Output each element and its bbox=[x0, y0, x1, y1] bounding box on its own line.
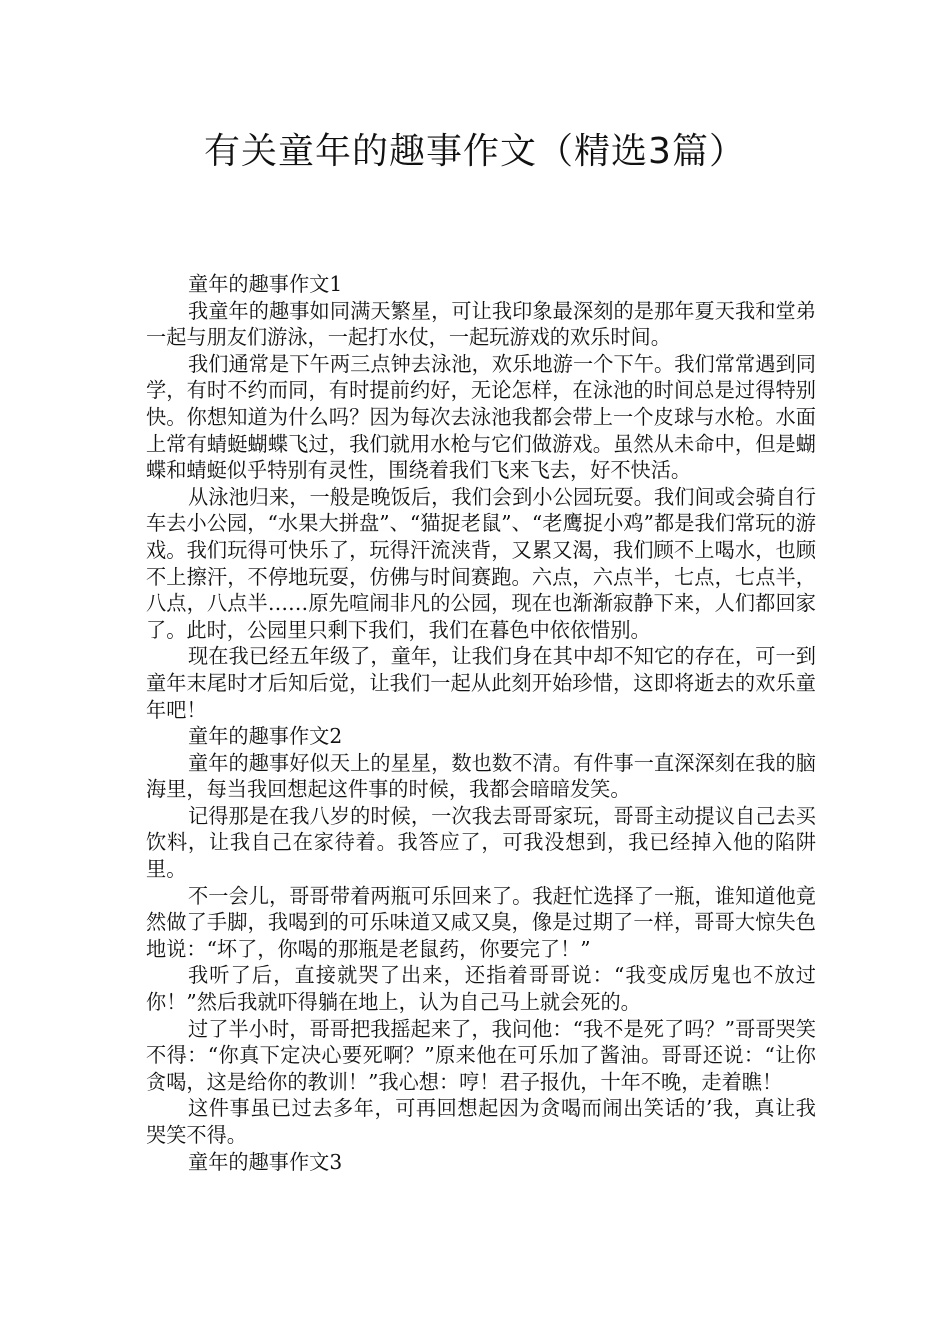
paragraph: 记得那是在我八岁的时候，一次我去哥哥家玩，哥哥主动提议自己去买饮料，让我自己在家待着。我答应了，可我没想到，我已经掉入他的陷阱里。 bbox=[146, 803, 816, 882]
paragraph: 从泳池归来，一般是晚饭后，我们会到小公园玩耍。我们间或会骑自行车去小公园，“水果大拼盘”、“猫捉老鼠”、“老鹰捉小鸡”都是我们常玩的游戏。我们玩得可快乐了，玩得汗流浃背，又累又渴，我们顾不上喝水，也顾不上擦汗，不停地玩耍，仿佛与时间赛跑。六点，六点半，七点，七点半，八点，八点半……原先喧闹非凡的公园，现在也渐渐寂静下来，人们都回家了。此时，公园里只剩下我们，我们在暮色中依依惜别。 bbox=[146, 484, 816, 642]
section-heading-3: 童年的趣事作文3 bbox=[188, 1149, 343, 1174]
section-heading-1: 童年的趣事作文1 bbox=[188, 272, 343, 296]
paragraph: 现在我已经五年级了，童年，让我们身在其中却不知它的存在，可一到童年末尾时才后知后觉，让我们一起从此刻开始珍惜，这即将逝去的欢乐童年吧！ bbox=[146, 644, 816, 722]
paragraph: 不一会儿，哥哥带着两瓶可乐回来了。我赶忙选择了一瓶，谁知道他竟然做了手脚，我喝到的可乐味道又咸又臭，像是过期了一样，哥哥大惊失色地说：“坏了，你喝的那瓶是老鼠药，你要完了！” bbox=[146, 883, 816, 961]
paragraph: 这件事虽已过去多年，可再回想起因为贪喝而闹出笑话的’我，真让我哭笑不得。 bbox=[146, 1096, 816, 1147]
paragraph: 童年的趣事好似天上的星星，数也数不清。有件事一直深深刻在我的脑海里，每当我回想起这件事的时候，我都会暗暗发笑。 bbox=[146, 750, 816, 802]
paragraph: 我听了后，直接就哭了出来，还指着哥哥说：“我变成厉鬼也不放过你！”然后我就吓得躺在地上，认为自己马上就会死的。 bbox=[146, 963, 816, 1015]
section-heading-2: 童年的趣事作文2 bbox=[188, 724, 343, 749]
document-title: 有关童年的趣事作文（精选3篇） bbox=[204, 131, 746, 172]
paragraph: 过了半小时，哥哥把我摇起来了，我问他：“我不是死了吗？”哥哥哭笑不得：“你真下定决心要死啊？”原来他在可乐加了酱油。哥哥还说：“让你贪喝，这是给你的教训！”我心想：哼！君子报仇，十年不晚，走着瞧！ bbox=[146, 1016, 816, 1094]
paragraph: 我童年的趣事如同满天繁星，可让我印象最深刻的是那年夏天我和堂弟一起与朋友们游泳，一起打水仗，一起玩游戏的欢乐时间。 bbox=[146, 298, 816, 350]
document-body bbox=[146, 271, 816, 1175]
paragraph: 我们通常是下午两三点钟去泳池，欢乐地游一个下午。我们常常遇到同学，有时不约而同，有时提前约好，无论怎样，在泳池的时间总是过得特别快。你想知道为什么吗？因为每次去泳池我都会带上一个皮球与水枪。水面上常有蜻蜓蝴蝶飞过，我们就用水枪与它们做游戏。虽然从未命中，但是蝴蝶和蜻蜓似乎特别有灵性，围绕着我们飞来飞去，好不快活。 bbox=[146, 351, 816, 483]
